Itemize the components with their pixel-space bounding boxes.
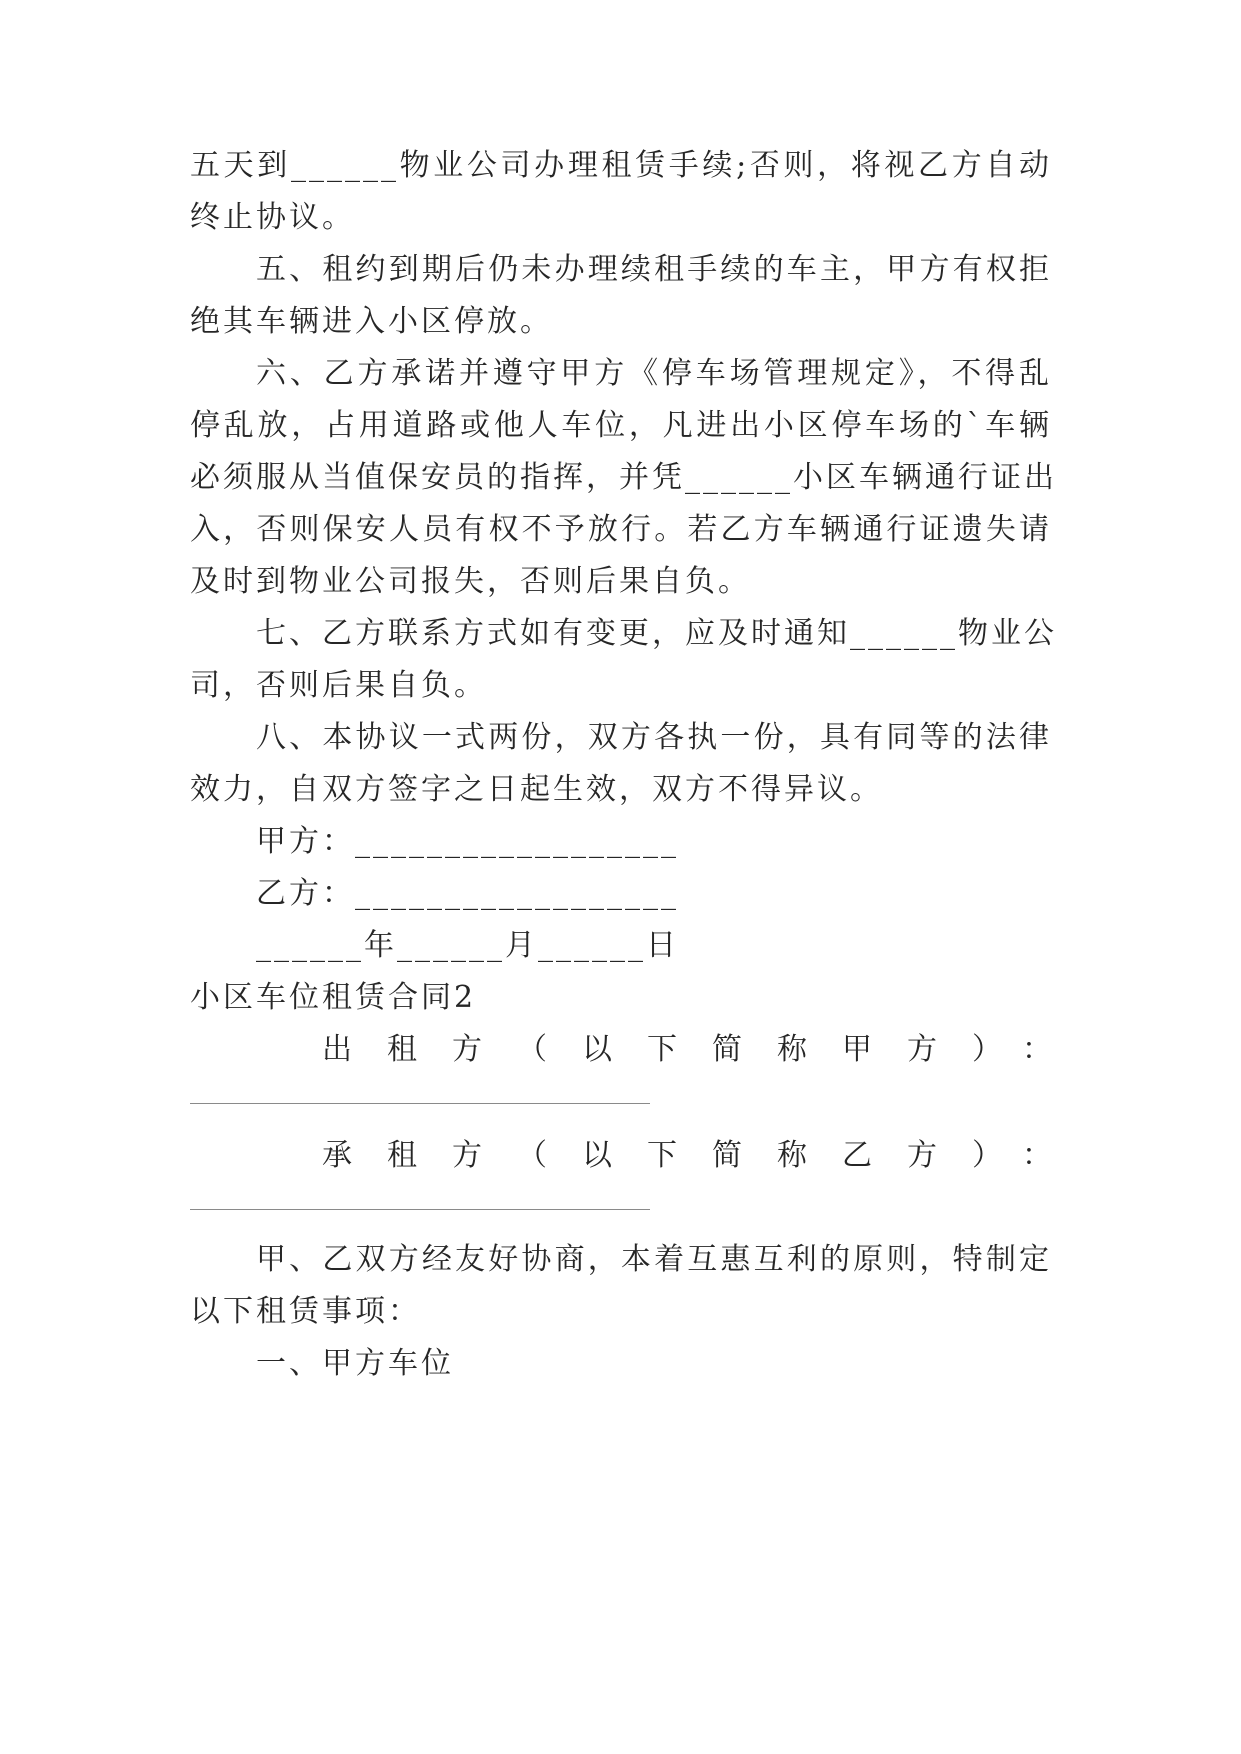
party-a-signature-line: 甲方：__________________ xyxy=(256,824,679,859)
lessee-label: 承租方（以下简称乙方）： xyxy=(322,1138,1052,1173)
text-line: 绝其车辆进入小区停放。 xyxy=(190,304,553,339)
party-b-signature-line: 乙方：__________________ xyxy=(256,876,679,911)
date-line: ______年______月______日 xyxy=(256,928,679,963)
text-line: 效力，自双方签字之日起生效，双方不得异议。 xyxy=(190,772,883,807)
clause-5-line: 五、租约到期后仍未办理续租手续的车主，甲方有权拒 xyxy=(256,252,1052,287)
text-line: 及时到物业公司报失，否则后果自负。 xyxy=(190,564,751,599)
clause-6-line: 六、乙方承诺并遵守甲方《停车场管理规定》，不得乱 xyxy=(256,356,1052,391)
text-line: 停乱放，占用道路或他人车位，凡进出小区停车场的`车辆 xyxy=(190,408,1052,443)
text-line: 司，否则后果自负。 xyxy=(190,668,487,703)
text-line: 入，否则保安人员有权不予放行。若乙方车辆通行证遗失请 xyxy=(190,512,1052,547)
lessor-label: 出租方（以下简称甲方）： xyxy=(322,1032,1052,1067)
clause-8-line: 八、本协议一式两份，双方各执一份，具有同等的法律 xyxy=(256,720,1052,755)
contract-title: 小区车位租赁合同2 xyxy=(190,980,477,1015)
preamble-line: 甲、乙双方经友好协商，本着互惠互利的原则，特制定 xyxy=(256,1242,1052,1277)
clause-1-heading: 一、甲方车位 xyxy=(256,1346,454,1381)
lessor-blank-line xyxy=(190,1103,650,1104)
text-line: 必须服从当值保安员的指挥，并凭______小区车辆通行证出 xyxy=(190,460,1057,495)
text-line: 以下租赁事项： xyxy=(190,1294,421,1329)
lessee-blank-line xyxy=(190,1209,650,1210)
text-line: 终止协议。 xyxy=(190,200,355,235)
text-line: 五天到______物业公司办理租赁手续;否则，将视乙方自动 xyxy=(190,148,1052,183)
clause-7-line: 七、乙方联系方式如有变更，应及时通知______物业公 xyxy=(256,616,1057,651)
